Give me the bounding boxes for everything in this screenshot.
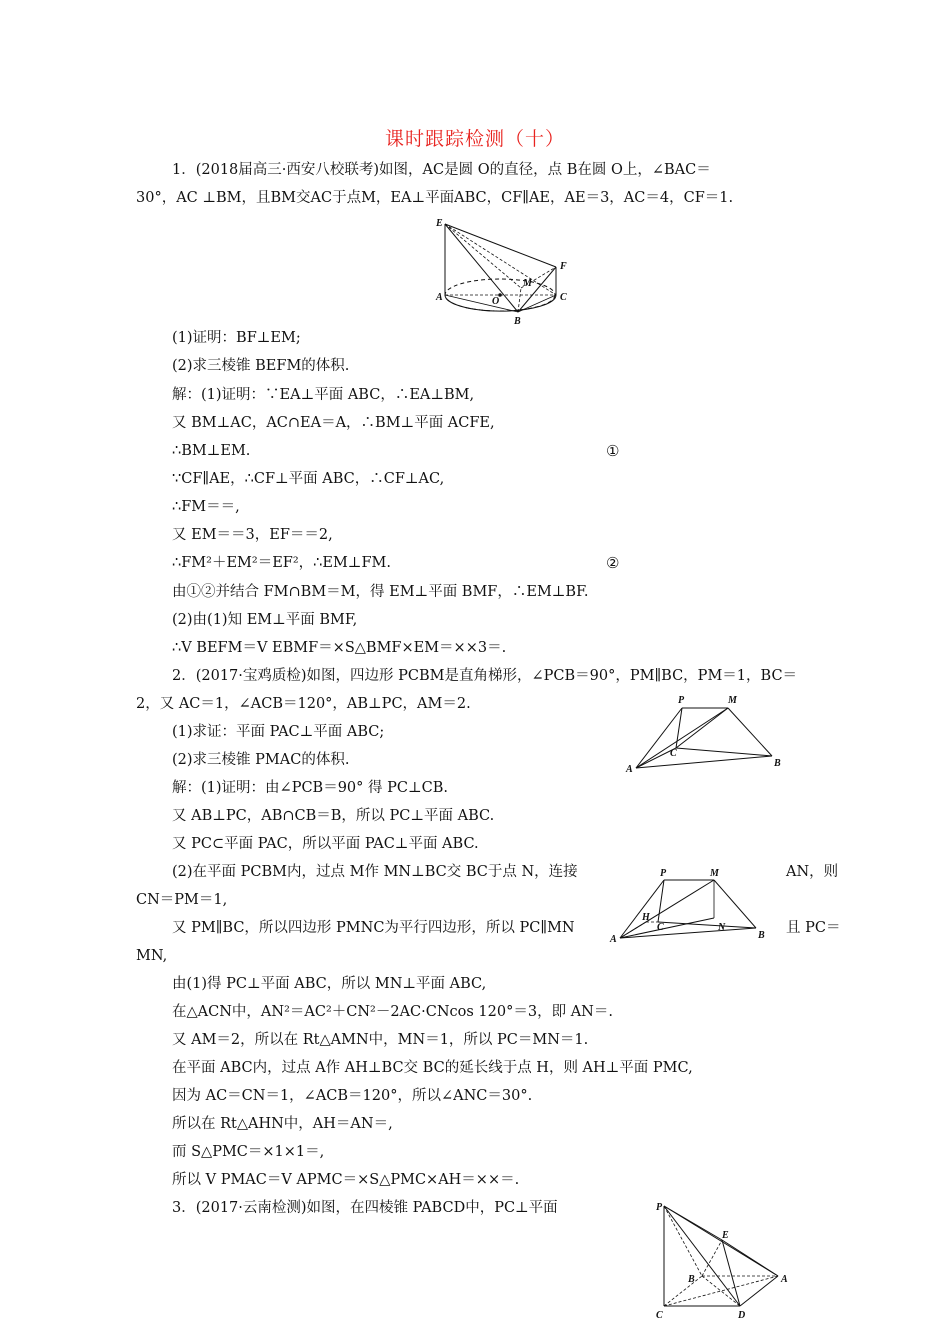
q2-solution-line12: 因为 AC＝CN＝1，∠ACB＝120°，所以∠ANC＝30°.: [172, 1088, 533, 1104]
q1-fig-label-a: A: [436, 292, 443, 303]
q2-solution-line4a: (2)在平面 PCBM内，过点 M作 MN⊥BC交 BC于点 N，连接: [172, 864, 578, 880]
q2-statement-line2: 2，又 AC＝1，∠ACB＝120°，AB⊥PC，AM＝2.: [136, 696, 471, 712]
q2-figure-parallelogram: [606, 864, 776, 944]
page-title: 课时跟踪检测（十）: [384, 128, 565, 150]
q2-fig2-label-a: A: [610, 934, 617, 945]
q1-statement-line2: 30°，AC ⊥BM，且BM交AC于点M，EA⊥平面ABC，CF∥AE，AE＝3，AC＝4，CF＝1.: [136, 190, 734, 206]
q2-solution-line11: 在平面 ABC内，过点 A作 AH⊥BC交 BC的延长线于点 H，则 AH⊥平面 PMC,: [172, 1060, 693, 1076]
q1-fig-label-f: F: [560, 261, 567, 272]
q1-solution-line7: ∴FM²＋EM²＝EF²，∴EM⊥FM.: [172, 555, 391, 571]
q1-solution-line4: ∵CF∥AE，∴CF⊥平面 ABC，∴CF⊥AC,: [172, 471, 445, 487]
q2-fig1-label-b: B: [774, 758, 781, 769]
q2-solution-line4b: AN，则: [786, 864, 839, 880]
q2-fig2-label-h: H: [642, 912, 650, 923]
q3-fig-label-p: P: [656, 1202, 663, 1213]
q3-fig-label-d: D: [738, 1310, 746, 1321]
q1-fig-label-b: B: [514, 316, 521, 327]
q1-solution-line10: ∴V BEFM＝V EBMF＝×S△BMF×EM＝××3＝.: [172, 640, 507, 656]
q3-fig-label-a: A: [781, 1274, 788, 1285]
q3-fig-label-e: E: [722, 1230, 729, 1241]
q1-solution-line5: ∴FM＝＝,: [172, 499, 240, 515]
q1-ask-2: (2)求三棱锥 BEFM的体积.: [172, 358, 350, 374]
q1-marker-2: ②: [606, 554, 620, 572]
q3-fig-label-b: B: [688, 1274, 695, 1285]
q2-fig2-label-b: B: [758, 930, 765, 941]
q1-solution-line8: 由①②并结合 FM∩BM＝M，得 EM⊥平面 BMF，∴EM⊥BF.: [172, 584, 589, 600]
q1-fig-label-m: M: [523, 278, 532, 289]
q1-marker-1: ①: [606, 442, 620, 460]
q2-ask-1: (1)求证：平面 PAC⊥平面 ABC;: [172, 724, 385, 740]
q2-ask-2: (2)求三棱锥 PMAC的体积.: [172, 752, 350, 768]
q2-solution-line10: 又 AM＝2，所以在 Rt△AMN中，MN＝1，所以 PC＝MN＝1.: [172, 1032, 589, 1048]
q1-fig-label-o: O: [492, 296, 500, 307]
q1-solution-line6: 又 EM＝＝3，EF＝＝2,: [172, 527, 333, 543]
q2-solution-line3: 又 PC⊂平面 PAC，所以平面 PAC⊥平面 ABC.: [172, 836, 479, 852]
q2-solution-line7: MN,: [136, 948, 168, 964]
q2-solution-line6b: 且 PC＝: [786, 920, 841, 936]
q1-fig-label-c: C: [560, 292, 567, 303]
q2-fig2-label-c: C: [657, 922, 664, 933]
q2-fig1-label-a: A: [626, 764, 633, 775]
q2-solution-line9: 在△ACN中，AN²＝AC²＋CN²－2AC·CNcos 120°＝3，即 AN＝.: [172, 1004, 613, 1020]
q3-fig-label-c: C: [656, 1310, 663, 1321]
q2-fig2-label-n: N: [718, 922, 726, 933]
q1-ask-1: (1)证明：BF⊥EM;: [172, 330, 301, 346]
q1-solution-line9: (2)由(1)知 EM⊥平面 BMF,: [172, 612, 358, 628]
q1-solution-line2: 又 BM⊥AC，AC∩EA＝A，∴BM⊥平面 ACFE,: [172, 415, 495, 431]
q1-statement-line1: 1．(2018届高三·西安八校联考)如图，AC是圆 O的直径，点 B在圆 O上，∠BAC＝: [172, 162, 711, 178]
q2-fig2-label-p: P: [660, 868, 667, 879]
q2-fig2-label-m: M: [710, 868, 719, 879]
q2-solution-line15: 所以 V PMAC＝V APMC＝×S△PMC×AH＝××＝.: [172, 1172, 520, 1188]
q2-figure-trapezoid: [622, 688, 792, 776]
q3-statement-line1: 3．(2017·云南检测)如图，在四棱锥 PABCD中，PC⊥平面: [172, 1200, 558, 1216]
q1-fig-label-e: E: [436, 218, 443, 229]
q2-solution-line5: CN＝PM＝1,: [136, 892, 228, 908]
q2-fig1-label-c: C: [670, 748, 677, 759]
q1-solution-line1: 解：(1)证明：∵EA⊥平面 ABC，∴EA⊥BM,: [172, 387, 475, 403]
q3-figure-pyramid: [650, 1196, 800, 1324]
q2-statement-line1: 2．(2017·宝鸡质检)如图，四边形 PCBM是直角梯形，∠PCB＝90°，PM∥BC，PM＝1，BC＝: [172, 668, 798, 684]
q2-solution-line1: 解：(1)证明：由∠PCB＝90° 得 PC⊥CB.: [172, 780, 448, 796]
q1-figure-cylinder: [430, 212, 580, 330]
q2-solution-line8: 由(1)得 PC⊥平面 ABC，所以 MN⊥平面 ABC,: [172, 976, 487, 992]
q2-fig1-label-m: M: [728, 695, 737, 706]
q2-solution-line6a: 又 PM∥BC，所以四边形 PMNC为平行四边形，所以 PC∥MN: [172, 920, 575, 936]
q2-solution-line13: 所以在 Rt△AHN中，AH＝AN＝,: [172, 1116, 393, 1132]
q2-fig1-label-p: P: [678, 695, 685, 706]
q2-solution-line14: 而 S△PMC＝×1×1＝,: [172, 1144, 325, 1160]
q2-solution-line2: 又 AB⊥PC，AB∩CB＝B，所以 PC⊥平面 ABC.: [172, 808, 495, 824]
q1-solution-line3: ∴BM⊥EM.: [172, 443, 251, 459]
